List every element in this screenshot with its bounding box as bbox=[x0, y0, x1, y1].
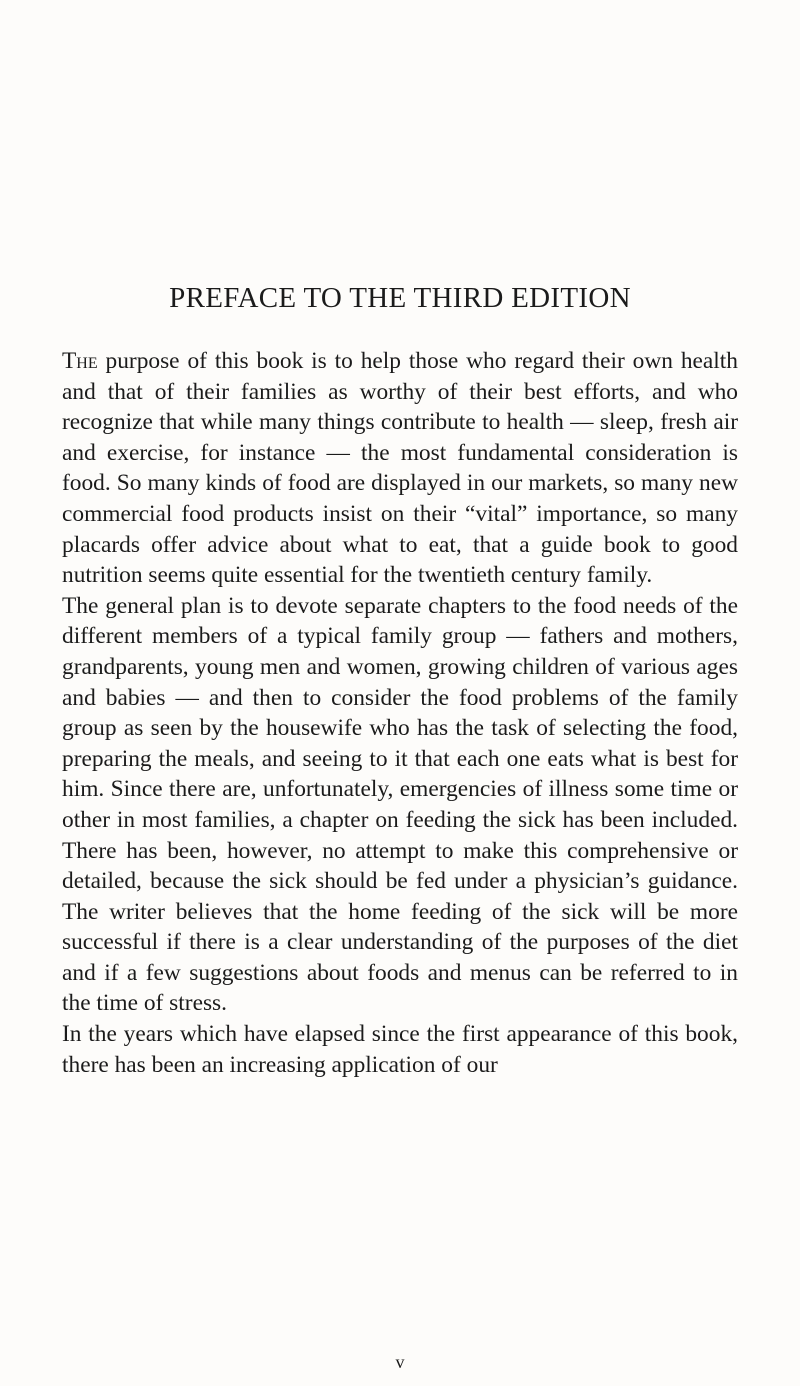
paragraph-1 bbox=[62, 346, 738, 591]
paragraph-3: In the years which have elapsed since the first appearance of this book, there has been an increasing application of our bbox=[62, 1021, 738, 1078]
paragraph-1-text: purpose of this book is to help those who regard their own health and that of their families as worthy of their best efforts, and who recognize that while many things contribute to health — sleep, fresh air and exercise, for instance — the most fundamental consideration is food. So many kinds of food are displayed in our markets, so many new commercial food products insist on their “vital” importance, so many placards offer advice about what to eat, that a guide book to good nutrition seems quite essential for the twentieth century family. bbox=[62, 348, 738, 589]
preface-body bbox=[62, 346, 738, 1080]
page-title: PREFACE TO THE THIRD EDITION bbox=[169, 282, 631, 314]
paragraph-2: The general plan is to devote separate chapters to the food needs of the different members of a typical family group — fathers and mothers, grandparents, young men and women, growing children of various ages and babies — and then to consider the food problems of the family group as seen by the housewife who has the task of selecting the food, preparing the meals, and seeing to it that each one eats what is best for him. Since there are, unfortunately, emergencies of illness some time or other in most families, a chapter on feeding the sick has been included. There has been, however, no attempt to make this comprehensive or detailed, because the sick should be fed under a physician’s guidance. The writer believes that the home feeding of the sick will be more successful if there is a clear understanding of the purposes of the diet and if a few suggestions about foods and menus can be referred to in the time of stress. bbox=[62, 592, 738, 1017]
paragraph-1-lead: The bbox=[62, 348, 98, 374]
page-number: v bbox=[395, 1352, 405, 1372]
